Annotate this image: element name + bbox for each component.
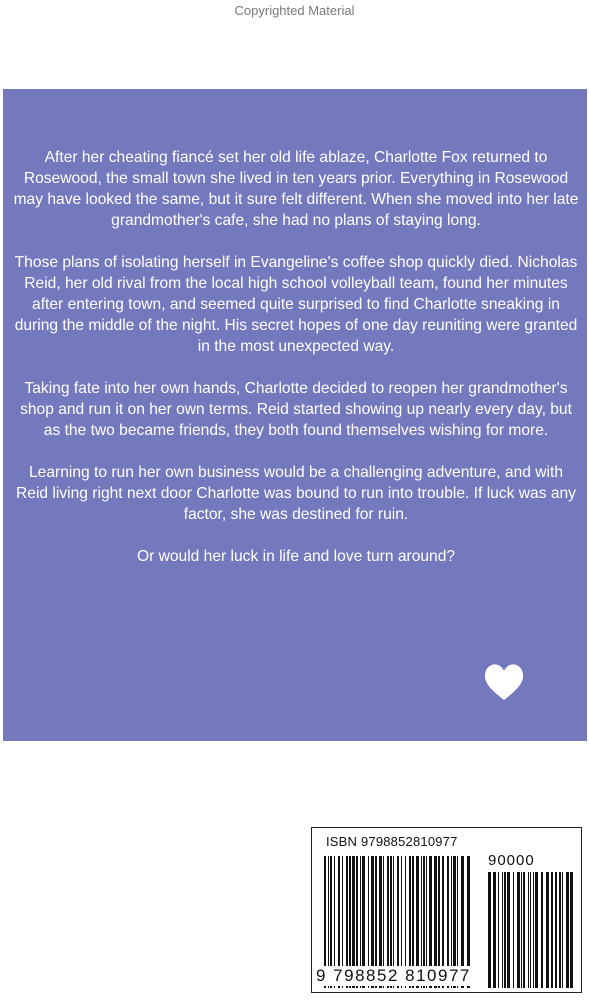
heart-icon (483, 662, 525, 702)
blurb-paragraph-5: Or would her luck in life and love turn around? (136, 548, 456, 565)
blurb-paragraph-4: Learning to run her own business would be a challenging adventure, and with Reid living right next door Charlotte was bound to run into trouble. If luck was any factor, she was destined for ruin. (16, 464, 576, 523)
copyright-watermark: Copyrighted Material (234, 3, 355, 18)
isbn-barcode (311, 827, 582, 993)
isbn-label: ISBN 9798852810977 (326, 834, 458, 849)
blurb-paragraph-3: Taking fate into her own hands, Charlotte decided to reopen her grandmother's shop and run it on her own terms. Reid started showing up nearly every day, but as the two became friends, they both found themselves wishing for more. (20, 380, 572, 439)
blurb-paragraph-1: After her cheating fiancé set her old life ablaze, Charlotte Fox returned to Rosewood, the small town she lived in ten years prior. Everything in Rosewood may have looked the same, but it sure felt different. When she moved into her late grandmother's cafe, she had no plans of staying long. (13, 149, 579, 229)
blurb-paragraph-2: Those plans of isolating herself in Evangeline's coffee shop quickly died. Nicholas Reid, her old rival from the local high school volleyball team, found her minutes after entering town, and seemed quite surprised to find Charlotte sneaking in during the middle of the night. His secret hopes of one day reuniting were granted in the most unexpected way. (14, 254, 578, 355)
price-code: 90000 (488, 852, 535, 869)
ean-digits: 9 798852 810977 (316, 966, 486, 986)
back-cover-blurb-panel (3, 89, 587, 741)
price-addon-bars (488, 872, 573, 988)
